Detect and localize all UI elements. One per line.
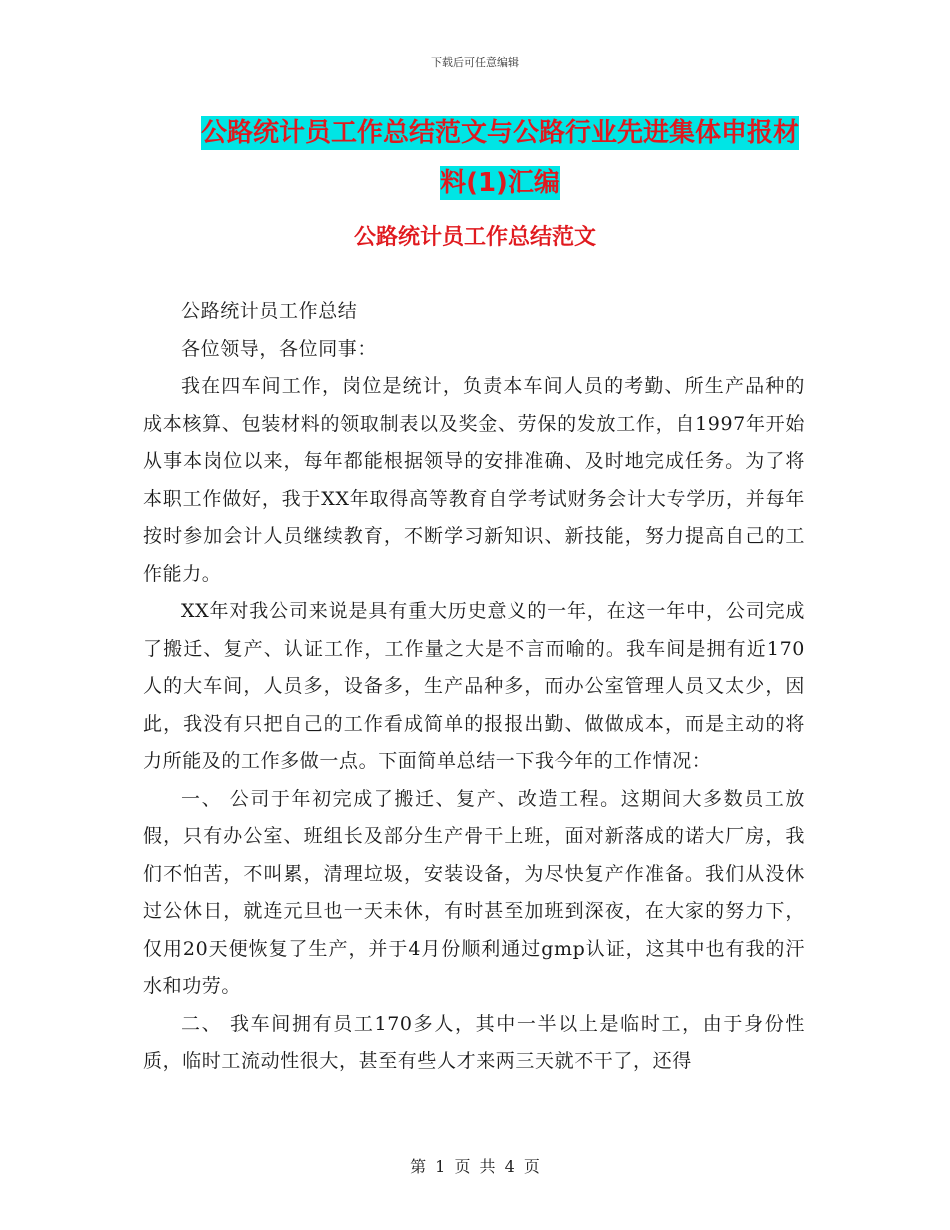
paragraph-salutation: 各位领导，各位同事： — [181, 337, 378, 360]
document-title-line-2: 料(1)汇编 — [440, 168, 560, 198]
paragraph: 二、 我车间拥有员工170多人，其中一半以上是临时工，由于身份性质，临时工流动性很大，甚至有些人才来两三天就不干了，还得 — [143, 1012, 805, 1072]
paragraph-heading: 公路统计员工作总结 — [181, 300, 358, 322]
header-note: 下载后可任意编辑 — [431, 56, 519, 69]
page-footer: 第 1 页 共 4 页 — [410, 1157, 540, 1176]
paragraph: XX年对我公司来说是具有重大历史意义的一年，在这一年中，公司完成了搬迁、复产、认证工作，工作量之大是不言而喻的。我车间是拥有近170人的大车间，人员多，设备多，生产品种多，而办公室管理人员又太少，因此，我没有只把自己的工作看成简单的报报出勤、做做成本，而是主动的将力所能及的工作多做一点。下面简单总结一下我今年的工作情况： — [143, 600, 805, 772]
section-title: 公路统计员工作总结范文 — [353, 225, 596, 250]
document-title-line-1: 公路统计员工作总结范文与公路行业先进集体申报材 — [200, 118, 799, 148]
body-text — [143, 293, 805, 1081]
document-title — [190, 108, 810, 208]
paragraph: 我在四车间工作，岗位是统计，负责本车间人员的考勤、所生产品种的成本核算、包装材料的领取制表以及奖金、劳保的发放工作，自1997年开始从事本岗位以来，每年都能根据领导的安排准确、及时地完成任务。为了将本职工作做好，我于XX年取得高等教育自学考试财务会计大专学历，并每年按时参加会计人员继续教育，不断学习新知识、新技能，努力提高自己的工作能力。 — [143, 375, 805, 585]
paragraph: 一、 公司于年初完成了搬迁、复产、改造工程。这期间大多数员工放假，只有办公室、班组长及部分生产骨干上班，面对新落成的诺大厂房，我们不怕苦，不叫累，清理垃圾，安装设备，为尽快复产作准备。我们从没休过公休日，就连元旦也一天未休，有时甚至加班到深夜，在大家的努力下，仅用20天便恢复了生产，并于4月份顺利通过gmp认证，这其中也有我的汗水和功劳。 — [143, 787, 805, 997]
